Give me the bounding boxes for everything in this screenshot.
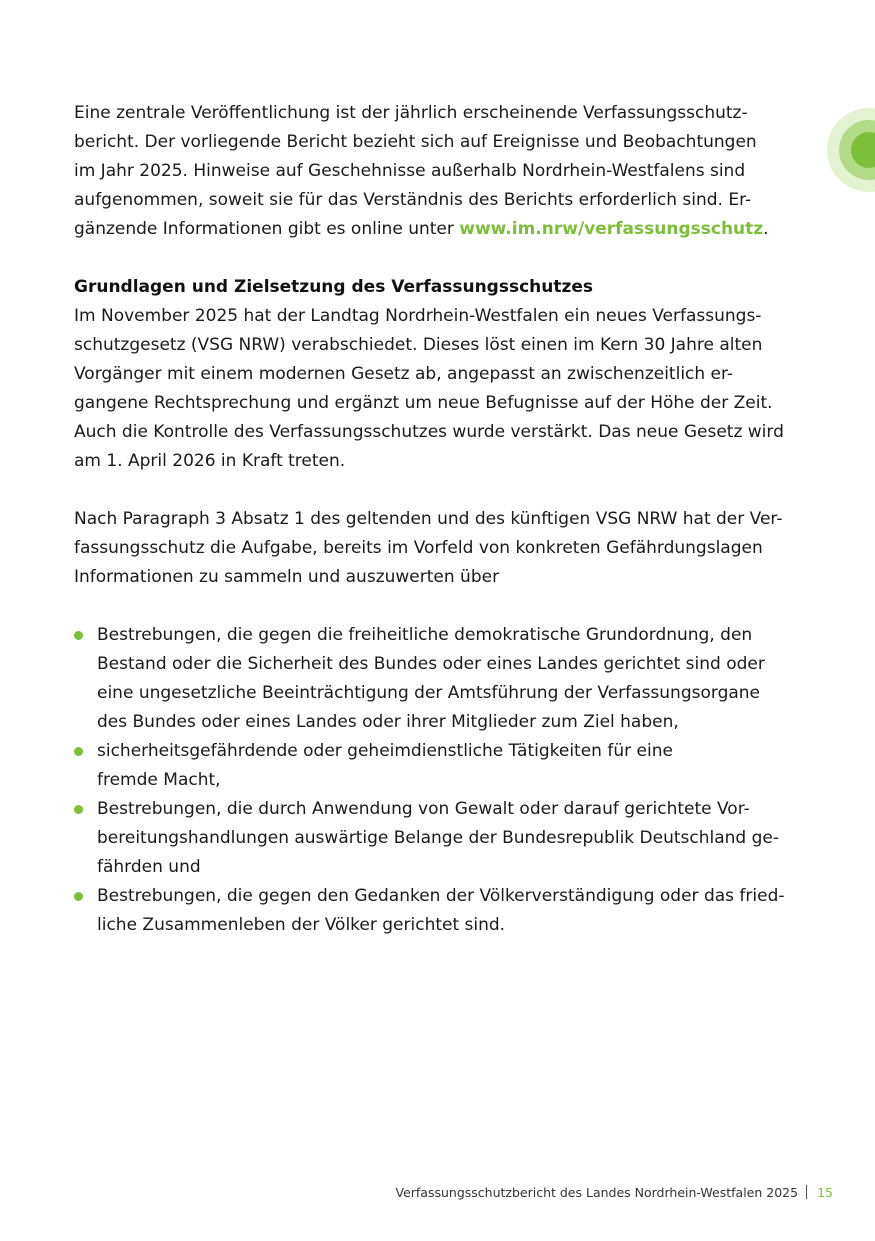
text-line: eine ungesetzliche Beeinträchtigung der Amtsführung der Verfassungsorgane bbox=[97, 683, 761, 703]
section-heading: Grundlagen und Zielsetzung des Verfassungsschutzes bbox=[74, 277, 594, 297]
bullet-dot-icon bbox=[74, 747, 83, 756]
list-item bbox=[74, 737, 804, 795]
text-line: Eine zentrale Veröffentlichung ist der jährlich erscheinende Verfassungsschutz- bbox=[74, 103, 748, 123]
page-footer bbox=[395, 1183, 833, 1203]
text-line: Informationen zu sammeln und auszuwerten über bbox=[74, 567, 500, 587]
text-line: Vorgänger mit einem modernen Gesetz ab, angepasst an zwischenzeitlich er- bbox=[74, 364, 734, 384]
text-line: fremde Macht, bbox=[97, 770, 221, 790]
text-line: Bestrebungen, die durch Anwendung von Gewalt oder darauf gerichtete Vor- bbox=[97, 799, 750, 819]
bullet-dot-icon bbox=[74, 892, 83, 901]
text-fragment: gänzende Informationen gibt es online unter bbox=[74, 219, 460, 239]
text-line: am 1. April 2026 in Kraft treten. bbox=[74, 451, 346, 471]
text-line bbox=[74, 215, 804, 244]
intro-paragraph bbox=[74, 99, 804, 244]
list-item bbox=[74, 795, 804, 882]
text-line: fassungsschutz die Aufgabe, bereits im Vorfeld von konkreten Gefährdungslagen bbox=[74, 538, 763, 558]
text-line: fährden und bbox=[97, 857, 201, 877]
text-line: aufgenommen, soweit sie für das Verständnis des Berichts erforderlich sind. Er- bbox=[74, 190, 752, 210]
text-line: Auch die Kontrolle des Verfassungsschutzes wurde verstärkt. Das neue Gesetz wird bbox=[74, 422, 784, 442]
main-text bbox=[74, 99, 804, 940]
text-line: Bestand oder die Sicherheit des Bundes oder eines Landes gerichtet sind oder bbox=[97, 654, 765, 674]
list-item bbox=[74, 882, 804, 940]
task-list bbox=[74, 621, 804, 940]
page-number: 15 bbox=[817, 1185, 833, 1200]
text-line: schutzgesetz (VSG NRW) verabschiedet. Dieses löst einen im Kern 30 Jahre alten bbox=[74, 335, 763, 355]
text-line: Bestrebungen, die gegen die freiheitliche demokratische Grundordnung, den bbox=[97, 625, 753, 645]
text-line: sicherheitsgefährdende oder geheimdienstliche Tätigkeiten für eine bbox=[97, 741, 673, 761]
section-paragraph-2 bbox=[74, 505, 804, 592]
text-fragment: . bbox=[763, 219, 769, 239]
bullet-dot-icon bbox=[74, 631, 83, 640]
text-line: im Jahr 2025. Hinweise auf Geschehnisse außerhalb Nordrhein-Westfalens sind bbox=[74, 161, 746, 181]
verfassungsschutz-link[interactable]: www.im.nrw/verfassungsschutz bbox=[459, 219, 764, 239]
text-line: Im November 2025 hat der Landtag Nordrhein-Westfalen ein neues Verfassungs- bbox=[74, 306, 762, 326]
text-line: bericht. Der vorliegende Bericht bezieht sich auf Ereignisse und Beobachtungen bbox=[74, 132, 757, 152]
footer-title: Verfassungsschutzbericht des Landes Nordrhein-Westfalen 2025 bbox=[395, 1185, 799, 1200]
text-line: bereitungshandlungen auswärtige Belange der Bundesrepublik Deutschland ge- bbox=[97, 828, 780, 848]
text-line: Bestrebungen, die gegen den Gedanken der Völkerverständigung oder das fried- bbox=[97, 886, 785, 906]
text-line: gangene Rechtsprechung und ergänzt um neue Befugnisse auf der Höhe der Zeit. bbox=[74, 393, 773, 413]
text-line: des Bundes oder eines Landes oder ihrer Mitglieder zum Ziel haben, bbox=[97, 712, 679, 732]
footer-separator bbox=[806, 1185, 807, 1199]
list-item bbox=[74, 621, 804, 737]
bullet-dot-icon bbox=[74, 805, 83, 814]
green-circle-decoration bbox=[827, 108, 875, 192]
section-paragraph-1 bbox=[74, 302, 804, 476]
text-line: Nach Paragraph 3 Absatz 1 des geltenden und des künftigen VSG NRW hat der Ver- bbox=[74, 509, 783, 529]
text-line: liche Zusammenleben der Völker gerichtet sind. bbox=[97, 915, 506, 935]
